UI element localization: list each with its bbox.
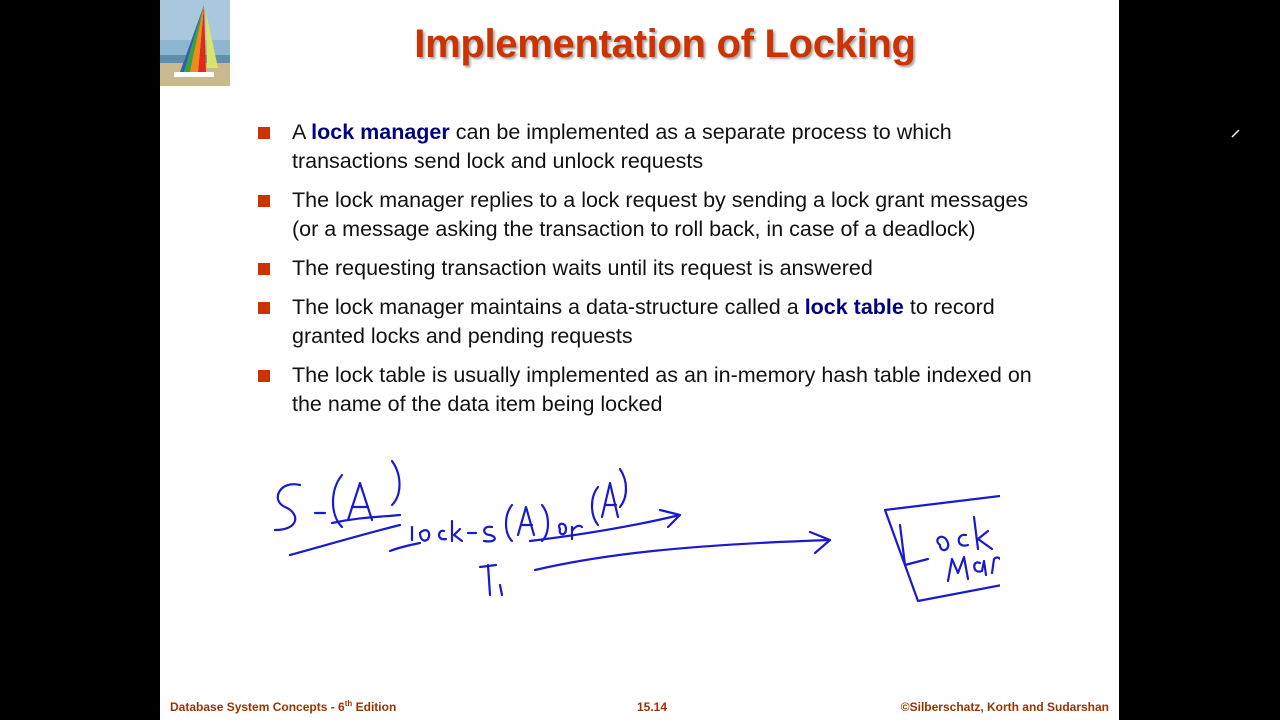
bullet-text: The lock table is usually implemented as an in-memory hash table indexed on the name of the data item being locked: [292, 363, 1032, 416]
bullet-text: The requesting transaction waits until its request is answered: [292, 256, 873, 280]
ink-stroke: [535, 532, 830, 570]
bullet-text: The lock manager replies to a lock request by sending a lock grant messages (or a message asking the transaction to roll back, in case of a deadlock): [292, 188, 1029, 241]
slide-footer: [160, 700, 1119, 716]
ink-stroke: [620, 469, 626, 507]
bullet-highlight: lock table: [804, 295, 904, 319]
ink-stroke: [559, 524, 566, 535]
bullet-square-icon: [258, 263, 270, 275]
ink-stroke: [290, 525, 400, 555]
ink-stroke: [530, 510, 680, 541]
ink-stroke: [348, 483, 372, 520]
ink-stroke: [392, 461, 400, 505]
ink-stroke: [992, 558, 1000, 574]
pen-cursor-icon: [1231, 128, 1241, 138]
bullet-item: [258, 186, 1058, 244]
bullet-square-icon: [258, 127, 270, 139]
bullet-text: The lock manager maintains a data-structure called a: [292, 295, 805, 319]
ink-stroke: [439, 531, 446, 539]
bullet-item: [258, 254, 1058, 283]
slide: [160, 0, 1119, 720]
ink-stroke: [572, 526, 582, 539]
handwritten-annotation: [260, 455, 1000, 615]
bullet-list: [258, 118, 1058, 429]
ink-stroke: [506, 505, 512, 541]
ink-stroke: [542, 505, 548, 541]
bullet-square-icon: [258, 195, 270, 207]
ink-stroke: [959, 535, 968, 546]
ink-stroke: [420, 530, 429, 540]
footer-book-title-text: Database System Concepts - 6: [170, 700, 345, 714]
ink-stroke: [937, 537, 948, 550]
ink-stroke: [518, 507, 534, 535]
bullet-square-icon: [258, 370, 270, 382]
ink-stroke: [602, 483, 618, 517]
footer-edition-sup: th: [344, 699, 353, 708]
ink-stroke: [333, 475, 342, 527]
ink-stroke: [974, 561, 986, 575]
ink-stroke: [480, 565, 496, 595]
ink-stroke: [948, 557, 968, 581]
slide-title: Implementation of Locking: [414, 22, 916, 66]
ink-stroke: [332, 515, 400, 523]
ink-stroke: [390, 543, 420, 551]
bullet-item: [258, 361, 1058, 419]
bullet-text: to record granted locks and pending requests: [292, 295, 995, 348]
ink-stroke: [275, 484, 300, 530]
ink-stroke: [500, 585, 502, 595]
ink-stroke: [484, 527, 495, 542]
bullet-text: A: [292, 120, 312, 144]
ink-stroke: [592, 487, 598, 525]
ink-stroke: [974, 517, 992, 549]
bullet-text: can be implemented as a separate process to which transactions send lock and unlock requests: [292, 120, 952, 173]
ink-stroke: [452, 521, 462, 541]
bullet-highlight: lock manager: [311, 120, 450, 144]
footer-edition-text: Edition: [352, 700, 397, 714]
footer-copyright: ©Silberschatz, Korth and Sudarshan: [900, 700, 1109, 714]
footer-book-title: [170, 700, 396, 714]
ink-stroke: [900, 525, 928, 565]
bullet-item: [258, 118, 1058, 176]
footer-page-number: 15.14: [637, 700, 668, 714]
bullet-item: [258, 293, 1058, 351]
bullet-square-icon: [258, 302, 270, 314]
